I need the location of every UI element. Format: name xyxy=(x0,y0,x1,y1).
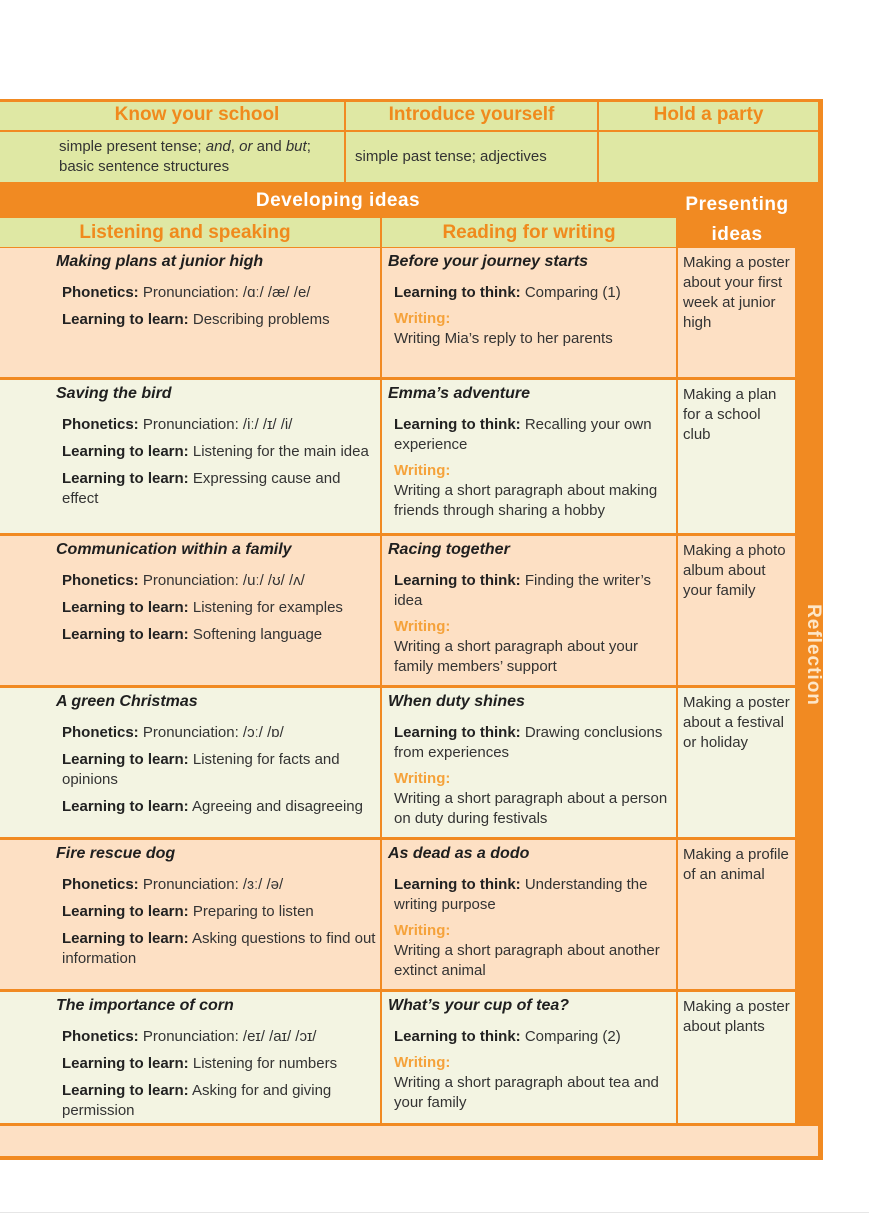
phonetics-label: Phonetics: xyxy=(62,724,139,741)
learn-line-1 xyxy=(62,310,377,330)
writing-text: Writing a short paragraph about making friends through sharing a hobby xyxy=(394,482,658,519)
phonetics-text: Pronunciation: /ɜː/ /ə/ xyxy=(138,876,284,893)
listening-speaking-header: Listening and speaking xyxy=(79,222,291,243)
learn-line-1 xyxy=(62,902,377,922)
think-label: Learning to think: xyxy=(394,876,521,893)
presenting-text: Making a poster about plants xyxy=(683,998,790,1035)
rw-unit-title: Racing together xyxy=(388,541,510,558)
learn-text: Preparing to listen xyxy=(188,903,314,920)
ls-unit-title: Fire rescue dog xyxy=(56,845,176,862)
ls-unit-title: The importance of corn xyxy=(56,997,234,1014)
think-text: Recalling your own experience xyxy=(394,416,652,453)
reflection-label: Reflection xyxy=(803,604,824,706)
learn-line-2 xyxy=(62,929,377,969)
developing-ideas-header: Developing ideas xyxy=(255,190,421,211)
learn-text: Agreeing and disagreeing xyxy=(188,798,363,815)
presenting-ideas-header: Presenting ideas xyxy=(685,194,789,245)
top-col1-text xyxy=(59,137,339,177)
grammar-andword: and xyxy=(252,138,286,155)
writing-label: Writing: xyxy=(394,1054,451,1071)
phonetics-line xyxy=(62,1027,377,1047)
learn-text: Asking questions to find out information xyxy=(62,930,376,967)
phonetics-label: Phonetics: xyxy=(62,572,139,589)
rw-unit-details xyxy=(394,1027,674,1113)
think-line xyxy=(394,571,674,611)
presenting-text: Making a plan for a school club xyxy=(683,386,777,443)
phonetics-label: Phonetics: xyxy=(62,416,139,433)
think-line xyxy=(394,723,674,763)
ls-unit-title: A green Christmas xyxy=(56,693,198,710)
learn-label: Learning to learn: xyxy=(62,930,189,947)
learn-text: Listening for the main idea xyxy=(188,443,369,460)
learn-line-1 xyxy=(62,598,377,618)
rw-unit-title: Emma’s adventure xyxy=(388,385,530,402)
learn-label: Learning to learn: xyxy=(62,626,189,643)
reading-writing-header: Reading for writing xyxy=(442,222,616,243)
ls-unit-details xyxy=(62,415,377,509)
phonetics-text: Pronunciation: /iː/ /ɪ/ /i/ xyxy=(138,416,293,433)
phonetics-text: Pronunciation: /eɪ/ /aɪ/ /ɔɪ/ xyxy=(138,1028,317,1045)
learn-text: Describing problems xyxy=(188,311,330,328)
bottom-band xyxy=(0,1126,818,1156)
writing-text: Writing a short paragraph about a person on duty during festivals xyxy=(394,790,668,827)
learn-label: Learning to learn: xyxy=(62,798,189,815)
learn-label: Learning to learn: xyxy=(62,599,189,616)
rw-unit-title: What’s your cup of tea? xyxy=(388,997,570,1014)
learn-text: Listening for examples xyxy=(188,599,343,616)
learn-text: Listening for numbers xyxy=(188,1055,338,1072)
ls-unit-details xyxy=(62,875,377,969)
learn-label: Learning to learn: xyxy=(62,751,189,768)
presenting-text: Making a photo album about your family xyxy=(683,542,786,599)
ls-unit-details xyxy=(62,723,377,817)
think-label: Learning to think: xyxy=(394,724,521,741)
rw-unit-details xyxy=(394,875,674,981)
phonetics-label: Phonetics: xyxy=(62,284,139,301)
learn-label: Learning to learn: xyxy=(62,443,189,460)
rw-unit-details xyxy=(394,283,674,349)
think-text: Drawing conclusions from experiences xyxy=(394,724,663,761)
grammar-semicolon: ; xyxy=(306,138,311,155)
presenting-text: Making a poster about a festival or holiday xyxy=(683,694,790,751)
writing-label: Writing: xyxy=(394,922,451,939)
phonetics-text: Pronunciation: /ɑː/ /æ/ /e/ xyxy=(138,284,311,301)
think-line xyxy=(394,415,674,455)
grammar-comma: , xyxy=(230,138,240,155)
ls-unit-title: Making plans at junior high xyxy=(56,253,264,270)
writing-text: Writing Mia’s reply to her parents xyxy=(394,330,613,347)
writing-text: Writing a short paragraph about your family members’ support xyxy=(394,638,639,675)
learn-label: Learning to learn: xyxy=(62,470,189,487)
learn-line-2 xyxy=(62,797,377,817)
phonetics-label: Phonetics: xyxy=(62,876,139,893)
writing-label: Writing: xyxy=(394,770,451,787)
rw-unit-details xyxy=(394,723,674,829)
top-col2-title: Introduce yourself xyxy=(388,104,555,125)
phonetics-line xyxy=(62,571,377,591)
writing-text: Writing a short paragraph about tea and your family xyxy=(394,1074,659,1111)
ls-unit-details xyxy=(62,571,377,645)
learn-line-2 xyxy=(62,469,377,509)
grammar-text: simple present tense; xyxy=(59,138,206,155)
rw-unit-details xyxy=(394,415,674,521)
writing-label: Writing: xyxy=(394,462,451,479)
page-bottom-line xyxy=(0,1212,869,1213)
phonetics-text: Pronunciation: /uː/ /ʊ/ /ʌ/ xyxy=(138,572,305,589)
top-col2-text: simple past tense; adjectives xyxy=(355,148,547,165)
ls-unit-details xyxy=(62,283,377,337)
presenting-text: Making a profile of an animal xyxy=(683,846,789,883)
think-label: Learning to think: xyxy=(394,416,521,433)
think-line xyxy=(394,283,674,303)
learn-label: Learning to learn: xyxy=(62,1082,189,1099)
writing-label: Writing: xyxy=(394,310,451,327)
think-text: Understanding the writing purpose xyxy=(394,876,648,913)
think-label: Learning to think: xyxy=(394,572,521,589)
grammar-but: but xyxy=(285,138,307,155)
learn-line-2 xyxy=(62,625,377,645)
ls-unit-title: Saving the bird xyxy=(56,385,172,402)
writing-label: Writing: xyxy=(394,618,451,635)
think-text: Comparing (1) xyxy=(520,284,621,301)
phonetics-line xyxy=(62,875,377,895)
learn-text: Asking for and giving permission xyxy=(62,1082,332,1119)
phonetics-line xyxy=(62,283,377,303)
ls-unit-title: Communication within a family xyxy=(56,541,292,558)
writing-text: Writing a short paragraph about another extinct animal xyxy=(394,942,660,979)
phonetics-line xyxy=(62,723,377,743)
presenting-text: Making a poster about your first week at junior high xyxy=(683,254,790,331)
learn-text: Expressing cause and effect xyxy=(62,470,341,507)
think-text: Finding the writer’s idea xyxy=(394,572,652,609)
learn-line-1 xyxy=(62,750,377,790)
phonetics-line xyxy=(62,415,377,435)
learn-label: Learning to learn: xyxy=(62,903,189,920)
think-label: Learning to think: xyxy=(394,1028,521,1045)
learn-label: Learning to learn: xyxy=(62,1055,189,1072)
grammar-text-2: basic sentence structures xyxy=(59,158,230,175)
grammar-and: and xyxy=(205,138,231,155)
learn-text: Listening for facts and opinions xyxy=(62,751,340,788)
learn-label: Learning to learn: xyxy=(62,311,189,328)
ls-unit-details xyxy=(62,1027,377,1121)
top-col1-title: Know your school xyxy=(114,104,280,125)
think-line xyxy=(394,1027,674,1047)
rw-unit-title: As dead as a dodo xyxy=(388,845,530,862)
grammar-or: or xyxy=(239,138,253,155)
learn-text: Softening language xyxy=(188,626,323,643)
think-text: Comparing (2) xyxy=(520,1028,621,1045)
learn-line-1 xyxy=(62,442,377,462)
phonetics-label: Phonetics: xyxy=(62,1028,139,1045)
rw-unit-details xyxy=(394,571,674,677)
phonetics-text: Pronunciation: /ɔː/ /ɒ/ xyxy=(138,724,284,741)
learn-line-2 xyxy=(62,1081,377,1121)
top-col3-title: Hold a party xyxy=(653,104,764,125)
rw-unit-title: When duty shines xyxy=(388,693,525,710)
think-line xyxy=(394,875,674,915)
think-label: Learning to think: xyxy=(394,284,521,301)
learn-line-1 xyxy=(62,1054,377,1074)
rw-unit-title: Before your journey starts xyxy=(388,253,589,270)
